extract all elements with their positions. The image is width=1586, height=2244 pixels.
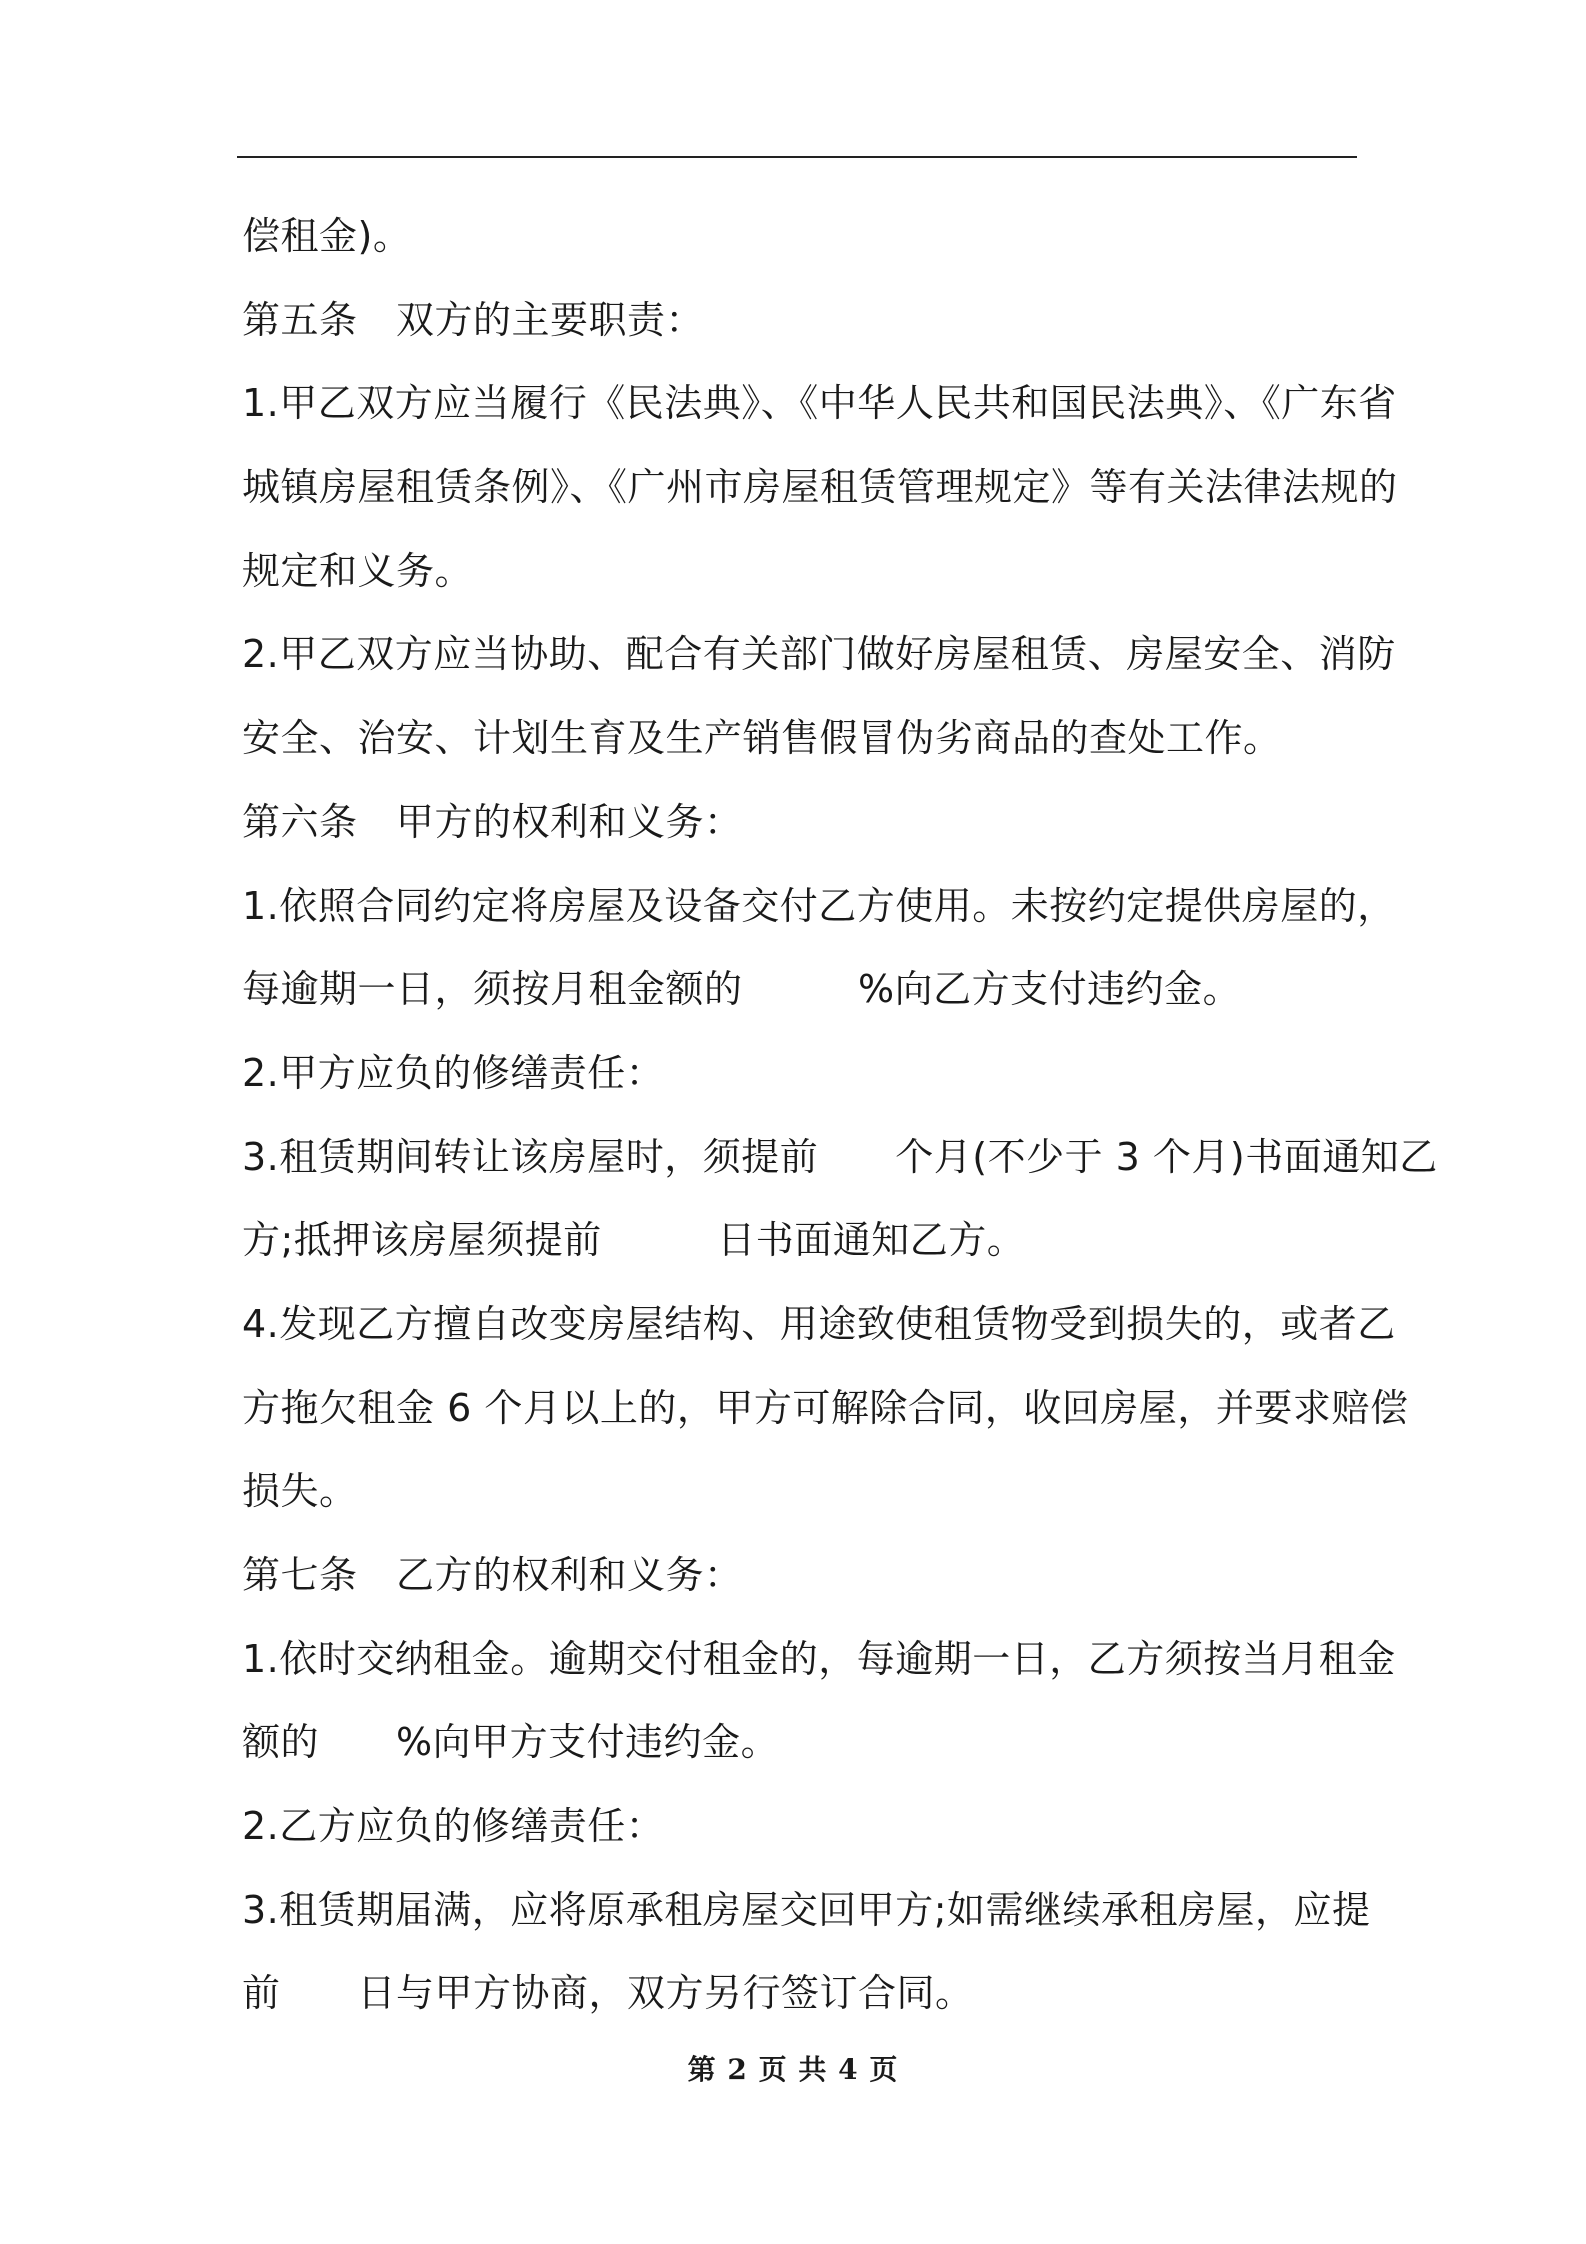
text-line: 前 日与甲方协商，双方另行签订合同。 [242,1971,974,2016]
section-heading: 第六条 甲方的权利和义务： [242,799,743,844]
text-line: 1.依照合同约定将房屋及设备交付乙方使用。未按约定提供房屋的， [242,883,1396,928]
text-line: 城镇房屋租赁条例》、《广州市房屋租赁管理规定》等有关法律法规的 [242,465,1398,510]
text-line: 偿租金)。 [242,214,412,258]
text-line: 方拖欠租金 6 个月以上的，甲方可解除合同，收回房屋，并要求赔偿 [242,1385,1409,1430]
text-line: 1.依时交纳租金。逾期交付租金的，每逾期一日，乙方须按当月租金 [242,1636,1396,1681]
text-line: 损失。 [242,1469,358,1514]
text-line: 规定和义务。 [242,548,474,593]
text-line: 额的 %向甲方支付违约金。 [242,1720,780,1765]
text-line: 2.甲方应负的修缮责任： [242,1050,665,1095]
page-number: 第 2 页 共 4 页 [687,2053,899,2086]
section-heading: 第七条 乙方的权利和义务： [242,1553,743,1597]
section-heading: 第五条 双方的主要职责： [242,297,705,342]
text-line: 2.乙方应负的修缮责任： [242,1804,665,1849]
header-rule [237,156,1357,158]
text-line: 安全、治安、计划生育及生产销售假冒伪劣商品的查处工作。 [242,716,1282,761]
text-line: 2.甲乙双方应当协助、配合有关部门做好房屋租赁、房屋安全、消防 [242,632,1396,677]
text-line: 方;抵押该房屋须提前 日书面通知乙方。 [242,1218,1026,1263]
text-line: 3.租赁期间转让该房屋时，须提前 个月(不少于 3 个月)书面通知乙 [242,1134,1438,1179]
text-line: 3.租赁期届满，应将原承租房屋交回甲方;如需继续承租房屋，应提 [242,1887,1371,1932]
text-line: 4.发现乙方擅自改变房屋结构、用途致使租赁物受到损失的，或者乙 [242,1301,1396,1346]
text-line: 每逾期一日，须按月租金额的 %向乙方支付违约金。 [242,967,1242,1012]
document-body [242,195,1438,2036]
text-line: 1.甲乙双方应当履行《民法典》、《中华人民共和国民法典》、《广东省 [242,381,1397,426]
